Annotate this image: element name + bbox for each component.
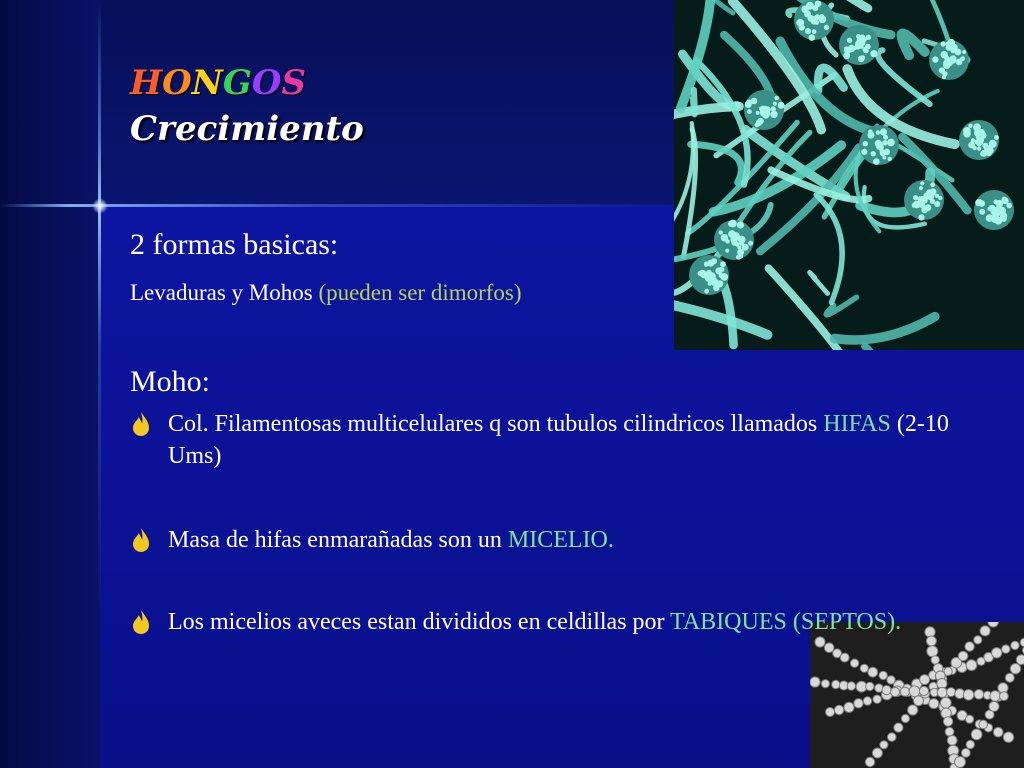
conidium <box>865 757 874 766</box>
spore <box>805 28 811 34</box>
slide-title <box>130 60 364 152</box>
conidium <box>943 717 952 726</box>
spore <box>888 157 892 161</box>
spore <box>748 241 753 246</box>
spore <box>773 102 777 106</box>
conidium <box>1016 655 1024 665</box>
conidium <box>974 690 984 700</box>
conidium <box>920 675 930 685</box>
spore <box>762 111 770 119</box>
spore <box>980 152 985 157</box>
conidium <box>1010 664 1020 674</box>
spore <box>732 232 740 240</box>
conidium <box>866 682 874 690</box>
conidium <box>929 699 939 709</box>
spore <box>880 128 887 135</box>
conidium <box>844 702 854 712</box>
spore <box>880 151 886 157</box>
background-left-band <box>0 0 100 768</box>
title-letter: O <box>162 63 192 103</box>
spore <box>938 196 942 200</box>
conidium <box>872 748 882 758</box>
spore <box>882 140 888 146</box>
spore <box>719 230 723 234</box>
spore <box>922 198 927 203</box>
conidium <box>815 637 825 647</box>
spore <box>778 102 785 109</box>
spore <box>847 38 852 43</box>
spore <box>812 29 817 34</box>
spore <box>759 107 763 111</box>
spore <box>979 200 986 207</box>
conidium <box>1003 732 1013 742</box>
conidium <box>863 697 871 705</box>
spore <box>991 207 995 211</box>
spore <box>930 188 937 195</box>
spore <box>939 67 945 73</box>
mold-chain-micrograph-drawing <box>810 622 1024 768</box>
conidium <box>940 697 951 708</box>
conidium <box>1005 673 1014 682</box>
spore <box>968 142 975 149</box>
bullet-highlight: HIFAS <box>823 411 891 437</box>
conidium <box>901 714 909 722</box>
conidium <box>992 648 1002 658</box>
conidium <box>927 646 938 657</box>
spore <box>799 25 805 31</box>
slide-subtitle: Crecimiento <box>130 109 364 149</box>
flame-shape <box>133 610 149 634</box>
conidium <box>868 667 878 677</box>
spore <box>873 158 880 165</box>
conidium <box>873 695 881 703</box>
conidium <box>966 740 974 748</box>
spore <box>708 273 715 280</box>
hypha-strand <box>693 90 695 114</box>
flame-shape <box>133 528 149 552</box>
spore <box>868 132 875 139</box>
spore <box>865 44 871 50</box>
spore <box>1001 216 1007 222</box>
conidium <box>880 741 888 749</box>
conidium <box>824 643 834 653</box>
spore <box>943 61 950 68</box>
flame-bullet-icon <box>130 408 152 440</box>
spore <box>991 215 999 223</box>
spore <box>774 96 779 101</box>
spore <box>882 156 886 160</box>
bullet-text-tail: (2-10 Ums) <box>168 411 949 469</box>
bullet-highlight: TABIQUES (SEPTOS). <box>670 609 902 635</box>
flame-bullet-svg <box>130 606 152 638</box>
conidium <box>821 680 829 688</box>
spore <box>861 55 865 59</box>
spore <box>918 215 924 221</box>
spore <box>843 52 850 59</box>
bullet-text-main: Masa de hifas enmarañadas son un <box>168 527 508 553</box>
conidium <box>1000 692 1009 701</box>
fungus-micrograph-image <box>674 0 1024 350</box>
spore <box>820 14 824 18</box>
conidium <box>826 708 835 717</box>
forms-description-accent: (pueden ser dimorfos) <box>318 280 522 305</box>
spore <box>747 109 752 114</box>
spore <box>815 20 819 24</box>
title-letter: O <box>251 63 282 103</box>
spore <box>739 241 744 246</box>
spore <box>871 151 876 156</box>
conidium <box>980 626 990 636</box>
conidium <box>850 659 858 667</box>
spore <box>698 271 703 276</box>
conidium <box>1011 641 1019 649</box>
spore <box>809 34 816 41</box>
conidium <box>961 749 970 758</box>
conidium <box>966 715 974 723</box>
spore <box>704 263 708 267</box>
conidium <box>854 699 863 708</box>
spore <box>941 41 946 46</box>
conidium <box>834 705 843 714</box>
conidium <box>965 642 974 651</box>
spore <box>725 239 729 243</box>
conidium <box>894 723 903 732</box>
forms-description <box>130 280 522 306</box>
bullet-text-main: Los micelios aveces estan divididos en celdillas por <box>168 609 671 635</box>
spore <box>707 260 714 267</box>
spore <box>720 261 726 267</box>
spore <box>994 135 999 140</box>
spore <box>968 124 972 128</box>
spore <box>878 145 883 150</box>
conidium <box>909 686 920 697</box>
conidium <box>919 686 928 695</box>
spore <box>1002 197 1009 204</box>
conidium <box>963 690 974 701</box>
conidium <box>908 705 918 715</box>
title-letter: S <box>281 63 307 103</box>
title-letter: G <box>222 63 252 103</box>
spore <box>987 147 994 154</box>
conidium <box>955 757 966 768</box>
conidium <box>979 720 988 729</box>
spore <box>930 182 935 187</box>
spore <box>979 129 985 135</box>
spore <box>960 56 965 61</box>
spore <box>934 201 940 207</box>
spore <box>979 209 985 215</box>
spore <box>715 267 722 274</box>
bullet-text-main: Col. Filamentosas multicelulares q son tubulos cilindricos llamados <box>168 411 824 437</box>
flame-bullet-svg <box>130 408 152 440</box>
flame-bullet-svg <box>130 524 152 556</box>
conidium <box>945 727 954 736</box>
conidium <box>891 687 900 696</box>
bullet-text <box>168 524 958 556</box>
conidium <box>1002 645 1010 653</box>
conidium <box>832 680 840 688</box>
spore <box>820 18 825 23</box>
spore <box>919 186 923 190</box>
spore <box>770 111 777 118</box>
spore <box>863 141 868 146</box>
spore <box>725 249 729 253</box>
conidium <box>947 735 957 745</box>
spore <box>924 204 931 211</box>
conidium <box>990 691 1000 701</box>
flame-bullet-icon <box>130 606 152 638</box>
spore <box>756 111 760 115</box>
section-heading-forms: 2 formas basicas: <box>130 228 339 261</box>
conidium <box>860 664 868 672</box>
bullet-highlight: MICELIO. <box>507 527 614 553</box>
conidium <box>931 656 939 664</box>
decorative-vertical-line <box>98 0 101 768</box>
spore <box>962 50 966 54</box>
mold-chain-micrograph-image <box>810 622 1024 768</box>
spore <box>815 0 822 7</box>
conidium <box>888 733 897 742</box>
spore <box>729 220 737 228</box>
conidium <box>993 727 1003 737</box>
spore <box>803 8 808 13</box>
spore <box>757 118 763 124</box>
conidium <box>882 686 891 695</box>
spore <box>735 242 740 247</box>
spore <box>977 137 984 144</box>
fungus-micrograph-drawing <box>674 0 1024 350</box>
spore <box>876 130 881 135</box>
spore <box>737 221 744 228</box>
spore <box>930 199 935 204</box>
conidium <box>966 660 977 671</box>
spore <box>920 181 924 185</box>
conidium <box>974 636 982 644</box>
title-letter: N <box>191 63 223 103</box>
decorative-sparkle <box>92 198 108 214</box>
spore <box>870 50 877 57</box>
spore <box>745 101 752 108</box>
conidium <box>937 687 947 697</box>
spore <box>862 150 867 155</box>
forms-description-main: Levaduras y Mohos <box>130 280 319 305</box>
conidium <box>810 677 820 687</box>
conidium <box>879 671 887 679</box>
conidium <box>847 682 855 690</box>
spore <box>721 273 729 281</box>
bullet-text <box>168 606 958 638</box>
conidium <box>958 651 968 661</box>
bullet-text <box>168 408 958 472</box>
spore <box>913 195 918 200</box>
conidium <box>900 687 909 696</box>
spore <box>887 139 895 147</box>
conidium <box>947 688 956 697</box>
conidium <box>1020 638 1024 646</box>
spore <box>771 106 776 111</box>
section-heading-mold: Moho: <box>130 365 211 398</box>
spore <box>855 41 863 49</box>
title-rainbow-word <box>130 60 364 106</box>
conidium <box>989 701 999 711</box>
spore <box>932 56 938 62</box>
spore <box>977 147 981 151</box>
title-letter: H <box>130 63 163 103</box>
spore <box>998 207 1006 215</box>
spore <box>704 289 709 294</box>
conidium <box>971 729 982 740</box>
spore <box>946 44 952 50</box>
spore <box>824 25 829 30</box>
flame-bullet-icon <box>130 524 152 556</box>
spore <box>963 130 971 138</box>
spore <box>883 135 888 140</box>
flame-shape <box>133 412 149 436</box>
conidium <box>840 653 849 662</box>
